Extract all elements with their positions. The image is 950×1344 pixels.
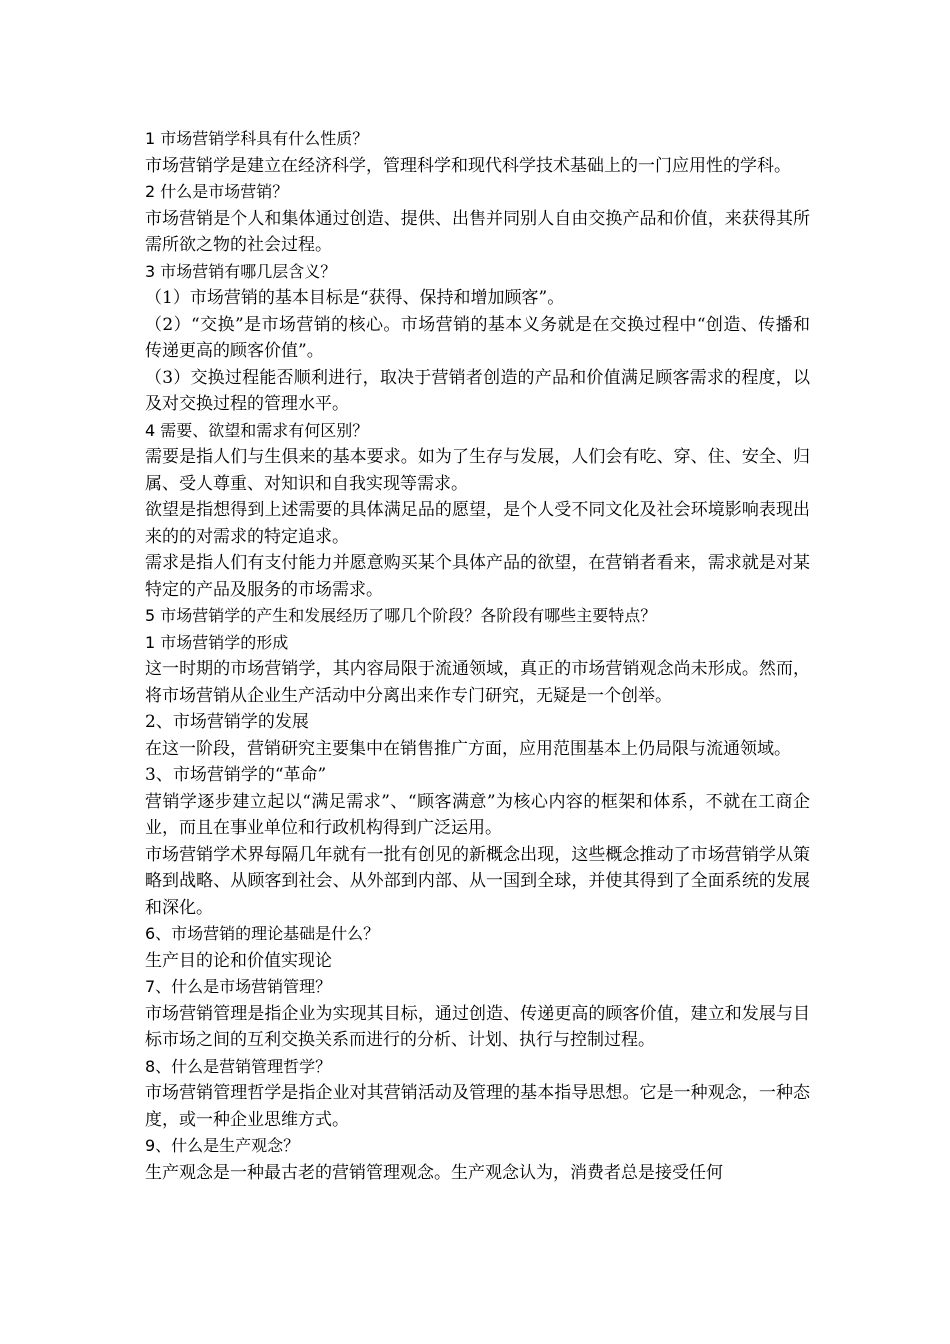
stage-3-heading: 3、市场营销学的“革命” <box>145 765 327 785</box>
answer-2-paragraph: 市场营销是个人和集体通过创造、提供、出售并同别人自由交换产品和价值，来获得其所需所欲之物的社会过程。 <box>145 208 810 255</box>
demand-definition-paragraph: 需求是指人们有支付能力并愿意购买某个具体产品的欲望，在营销者看来，需求就是对某特定的产品及服务的市场需求。 <box>145 553 810 600</box>
meaning-3-paragraph: （3）交换过程能否顺利进行，取决于营销者创造的产品和价值满足顾客需求的程度，以及对交换过程的管理水平。 <box>145 367 810 414</box>
question-9-heading: 9、什么是生产观念？ <box>145 1136 300 1155</box>
answer-8-paragraph: 市场营销管理哲学是指企业对其营销活动及管理的基本指导思想。它是一种观念，一种态度，或一种企业思维方式。 <box>145 1083 810 1130</box>
stage-2-heading: 2、市场营销学的发展 <box>145 712 309 732</box>
question-4-heading: 4 需要、欲望和需求有何区别？ <box>145 420 369 440</box>
stage-1-paragraph: 这一时期的市场营销学，其内容局限于流通领域，真正的市场营销观念尚未形成。然而，将市场营销从企业生产活动中分离出来作专门研究，无疑是一个创举。 <box>145 659 810 706</box>
need-definition-paragraph: 需要是指人们与生俱来的基本要求。如为了生存与发展，人们会有吃、穿、住、安全、归属、受人尊重、对知识和自我实现等需求。 <box>145 447 810 494</box>
document-body <box>145 126 810 1186</box>
question-1-heading: 1 市场营销学科具有什么性质？ <box>145 129 369 148</box>
question-3-heading: 3 市场营销有哪几层含义？ <box>145 261 337 281</box>
question-7-heading: 7、什么是市场营销管理？ <box>145 977 332 996</box>
stage-1-heading: 1 市场营销学的形成 <box>145 632 289 652</box>
question-6-heading: 6、市场营销的理论基础是什么？ <box>145 924 380 943</box>
answer-7-paragraph: 市场营销管理是指企业为实现其目标，通过创造、传递更高的顾客价值，建立和发展与目标市场之间的互利交换关系而进行的分析、计划、执行与控制过程。 <box>145 1003 810 1050</box>
answer-1-paragraph: 市场营销学是建立在经济科学，管理科学和现代科学技术基础上的一门应用性的学科。 <box>145 155 791 176</box>
stage-2-paragraph: 在这一阶段，营销研究主要集中在销售推广方面，应用范围基本上仍局限与流通领域。 <box>145 738 791 759</box>
question-5-heading: 5 市场营销学的产生和发展经历了哪几个阶段？各阶段有哪些主要特点？ <box>145 606 657 625</box>
stage-3-paragraph-a: 营销学逐步建立起以“满足需求”、“顾客满意”为核心内容的框架和体系，不就在工商企业，而且在事业单位和行政机构得到广泛运用。 <box>145 791 810 838</box>
question-2-heading: 2 什么是市场营销？ <box>145 182 289 201</box>
answer-9-paragraph: 生产观念是一种最古老的营销管理观念。生产观念认为，消费者总是接受任何 <box>145 1162 723 1183</box>
stage-3-paragraph-b: 市场营销学术界每隔几年就有一批有创见的新概念出现，这些概念推动了市场营销学从策略到战略、从顾客到社会、从外部到内部、从一国到全球，并使其得到了全面系统的发展和深化。 <box>145 844 810 918</box>
meaning-1-paragraph: （1）市场营销的基本目标是“获得、保持和增加顾客”。 <box>145 288 565 308</box>
meaning-2-paragraph: （2）“交换”是市场营销的核心。市场营销的基本义务就是在交换过程中“创造、传播和传递更高的顾客价值”。 <box>145 314 810 361</box>
answer-6-paragraph: 生产目的论和价值实现论 <box>145 950 332 971</box>
want-definition-paragraph: 欲望是指想得到上述需要的具体满足品的愿望，是个人受不同文化及社会环境影响表现出来的的对需求的特定追求。 <box>145 500 810 547</box>
question-8-heading: 8、什么是营销管理哲学？ <box>145 1056 332 1076</box>
